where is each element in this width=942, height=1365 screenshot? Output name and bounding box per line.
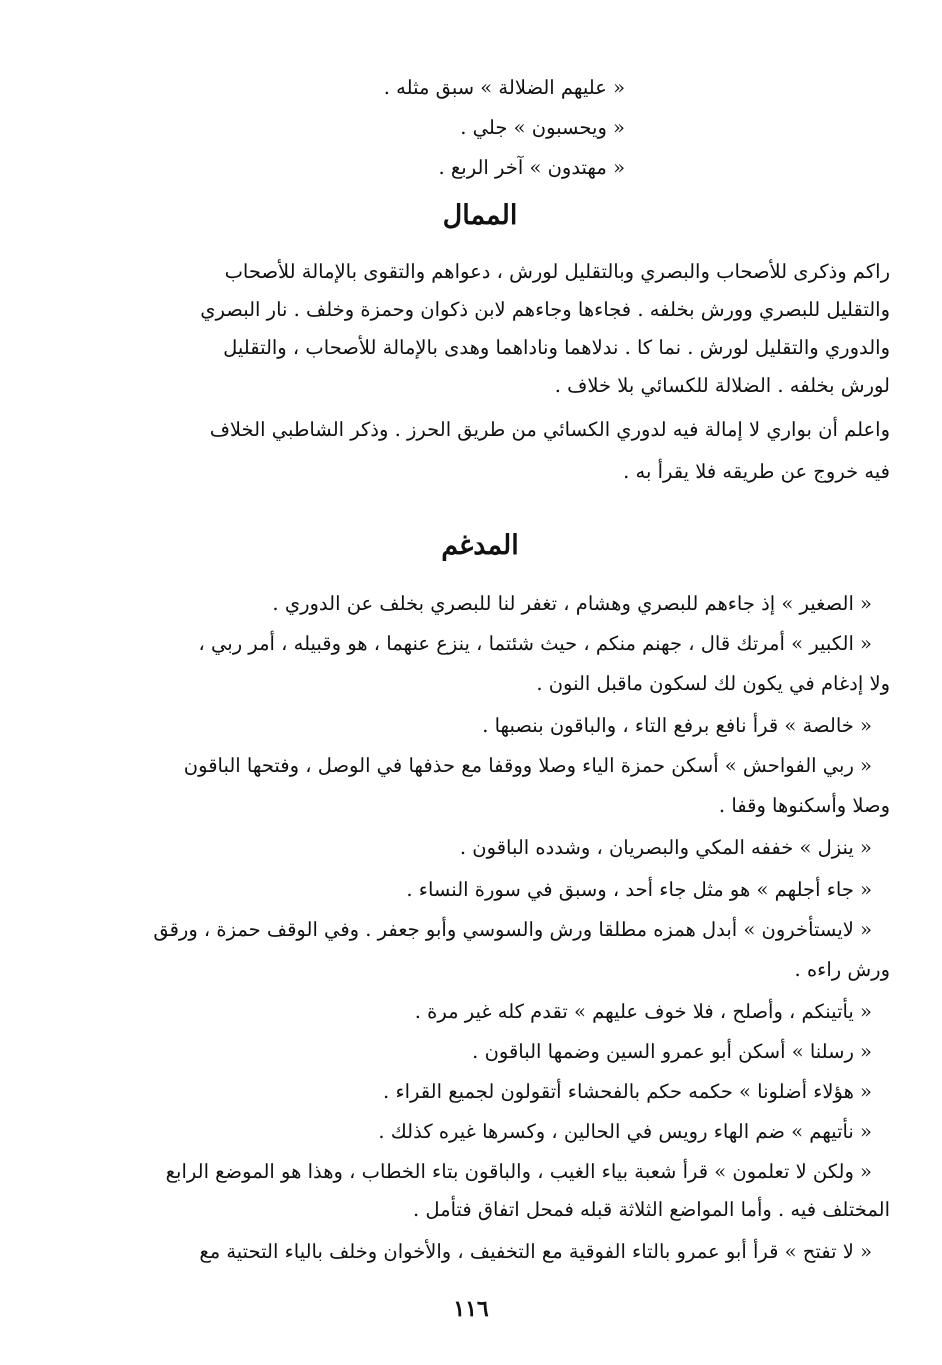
text-line: لورش بخلفه . الضلالة للكسائي بلا خلاف . — [554, 374, 890, 397]
section-heading-mumal: الممال — [442, 200, 518, 231]
text-line: « ويحسبون » جلي . — [460, 116, 625, 139]
text-line: والدوري والتقليل لورش . نما كا . ندلاهما وناداهما وهدى بالإمالة للأصحاب ، والتقليل — [223, 336, 890, 359]
text-line: « مهتدون » آخر الربع . — [438, 156, 625, 179]
section-heading-mudgham: المدغم — [441, 530, 519, 561]
text-line: « نأتيهم » ضم الهاء رويس في الحالين ، وكسرها غيره كذلك . — [378, 1120, 872, 1143]
text-line: راكم وذكرى للأصحاب والبصري وبالتقليل لورش ، دعواهم والتقوى بالإمالة للأصحاب — [224, 260, 890, 283]
text-line: « عليهم الضلالة » سبق مثله . — [383, 76, 625, 99]
text-line: « ينزل » خففه المكي والبصريان ، وشدده الباقون . — [459, 836, 872, 859]
text-line: والتقليل للبصري وورش بخلفه . فجاءها وجاءهم لابن ذكوان وحمزة وخلف . نار البصري — [200, 298, 890, 321]
text-line: وصلا وأسكنوها وقفا . — [718, 794, 890, 817]
text-line: واعلم أن بواري لا إمالة فيه لدوري الكسائي من طريق الحرز . وذكر الشاطبي الخلاف — [209, 418, 890, 441]
text-line: « لايستأخرون » أبدل همزه مطلقا ورش والسوسي وأبو جعفر . وفي الوقف حمزة ، ورقق — [153, 918, 872, 941]
text-line: ورش راءه . — [794, 958, 890, 981]
text-line: « هؤلاء أضلونا » حكمه حكم بالفحشاء أتقولون لجميع القراء . — [383, 1080, 872, 1103]
text-line: « ربي الفواحش » أسكن حمزة الياء وصلا ووقفا مع حذفها في الوصل ، وفتحها الباقون — [183, 754, 872, 777]
text-line: « خالصة » قرأ نافع برفع التاء ، والباقون بنصبها . — [482, 714, 872, 737]
text-line: فيه خروج عن طريقه فلا يقرأ به . — [623, 460, 890, 483]
text-line: « رسلنا » أسكن أبو عمرو السين وضمها الباقون . — [472, 1040, 872, 1063]
text-line: المختلف فيه . وأما المواضع الثلاثة قبله فمحل اتفاق فتأمل . — [412, 1198, 890, 1221]
text-line: « جاء أجلهم » هو مثل جاء أحد ، وسبق في سورة النساء . — [406, 878, 872, 901]
text-line: ولا إدغام في يكون لك لسكون ماقبل النون . — [536, 672, 890, 695]
text-line: « لا تفتح » قرأ أبو عمرو بالتاء الفوقية مع التخفيف ، والأخوان وخلف بالياء التحتية مع — [199, 1240, 872, 1263]
text-line: « الصغير » إذ جاءهم للبصري وهشام ، تغفر لنا للبصري بخلف عن الدوري . — [272, 592, 872, 615]
page-number: ١١٦ — [453, 1296, 489, 1322]
text-line: « يأتينكم ، وأصلح ، فلا خوف عليهم » تقدم كله غير مرة . — [414, 1000, 872, 1023]
text-line: « ولكن لا تعلمون » قرأ شعبة بياء الغيب ، والباقون بتاء الخطاب ، وهذا هو الموضع الرابع — [165, 1160, 872, 1183]
text-line: « الكبير » أمرتك قال ، جهنم منكم ، حيث شئتما ، ينزع عنهما ، هو وقبيله ، أمر ربي ، — [198, 632, 872, 655]
